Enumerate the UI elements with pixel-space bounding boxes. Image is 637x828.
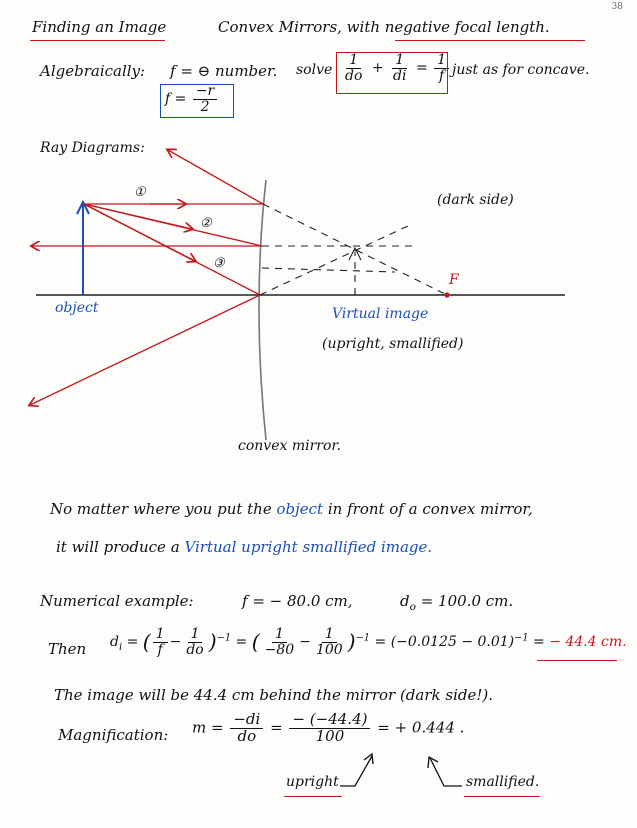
algebra-label: Algebraically: bbox=[40, 62, 146, 80]
example-label: Numerical example: bbox=[40, 592, 194, 610]
page-heading: Finding an Image bbox=[32, 18, 167, 36]
image-location-line: The image will be 44.4 cm behind the mirror (dark side!). bbox=[54, 686, 494, 704]
focus-label: F bbox=[449, 272, 459, 288]
ray-2-label: ② bbox=[200, 216, 212, 231]
ray-diagrams-title: Ray Diagrams: bbox=[40, 140, 145, 156]
f-negative-text: f = ⊖ number. bbox=[170, 62, 278, 80]
then-label: Then bbox=[48, 640, 87, 658]
ray-1-label: ① bbox=[134, 185, 146, 200]
virtual-image-label: Virtual image bbox=[332, 306, 429, 322]
solve-text: solve bbox=[296, 62, 333, 78]
mirror-label: convex mirror. bbox=[238, 438, 341, 454]
smallified-label: smallified. bbox=[466, 774, 540, 790]
smallified-underline bbox=[464, 796, 540, 797]
upright-underline bbox=[284, 796, 342, 797]
page-subtitle: Convex Mirrors, with negative focal length. bbox=[218, 18, 550, 36]
focal-radius-eq: f = $\frac{-r}{2}$ bbox=[165, 84, 219, 114]
image-properties-label: (upright, smallified) bbox=[322, 336, 464, 352]
example-f-value: f = − 80.0 cm, bbox=[242, 592, 353, 610]
lens-equation: $\frac{1}{do}$ + $\frac{1}{di}$ = $\frac{1}{f}$ bbox=[340, 53, 451, 83]
object-label: object bbox=[55, 300, 99, 316]
just-as-text: just as for concave. bbox=[452, 62, 590, 78]
example-do-value: $d_o = 100.0$ cm. bbox=[400, 592, 514, 613]
statement-line-1: No matter where you put the object in front of a convex mirror, bbox=[50, 500, 533, 518]
upright-label: upright bbox=[286, 774, 339, 790]
di-calculation: $d_i$ = ( $\frac{1}{f}$ − $\frac{1}{do}$ )$^{-1}$ = ( $\frac{1}{-80}$ − $\frac{1}{100}$ )$^{-1} = (-0.0125 - 0.01)^{-1}$ = − 44.4 cm. bbox=[110, 626, 627, 658]
magnification-eq: m = $\frac{-di}{do}$ = $\frac{- (-44.4)}{100}$ = + 0.444 . bbox=[192, 710, 465, 745]
ray-3-label: ③ bbox=[213, 256, 225, 271]
dark-side-label: (dark side) bbox=[437, 192, 514, 208]
magnification-label: Magnification: bbox=[58, 726, 169, 744]
statement-line-2: it will produce a Virtual upright smallified image. bbox=[56, 538, 433, 556]
page-number: 38 bbox=[611, 2, 623, 12]
